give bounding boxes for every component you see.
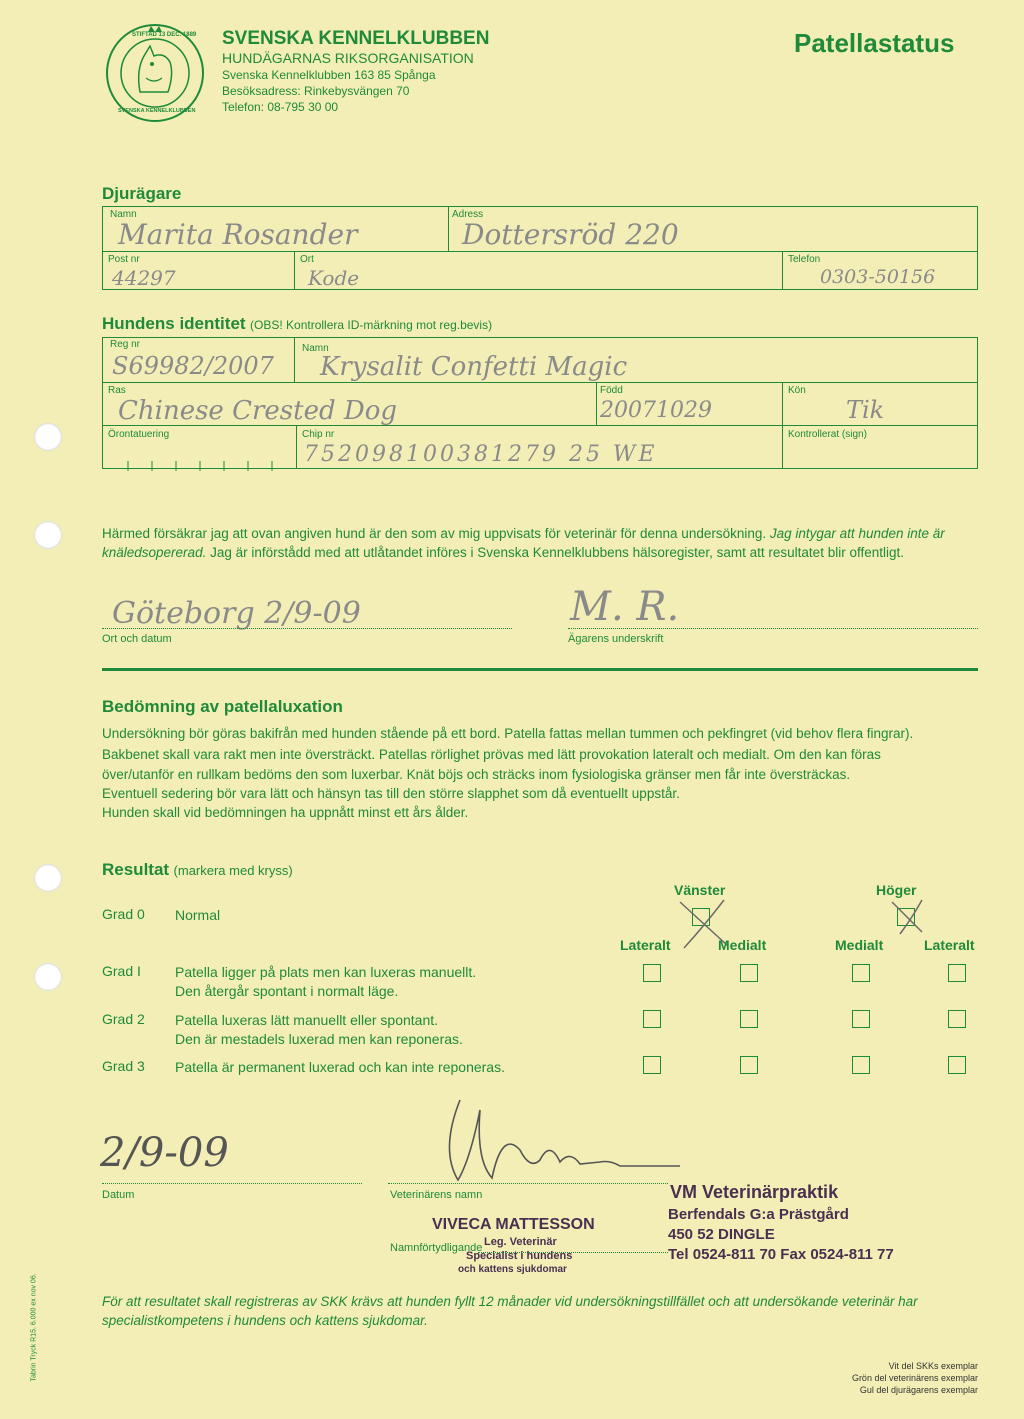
assessment-line: Bakbenet skall vara rakt men inte översträckt. Patellas rörlighet prövas med lätt provokation lateralt och medialt. Om den kan föras [102, 747, 881, 762]
col-medialt-left: Medialt [718, 937, 767, 953]
result-header [102, 860, 293, 880]
owner-section-title: Djurägare [102, 184, 182, 203]
owner-postnr-label: Post nr [108, 254, 140, 265]
org-subtitle: HUNDÄGARNAS RIKSORGANISATION [222, 50, 474, 66]
dog-checked-label: Kontrollerat (sign) [788, 429, 867, 440]
owner-address-value: Dottersröd 220 [462, 218, 679, 251]
logo-text-bottom: SVENSKA KENNELKLUBBEN [118, 108, 196, 114]
stamp-title: Leg. Veterinär [484, 1236, 557, 1248]
owner-signature-value: M. R. [570, 584, 680, 630]
grade-text: Patella är permanent luxerad och kan inte reponeras. [175, 1059, 505, 1075]
grade1-right-lateral-checkbox[interactable] [948, 964, 966, 982]
grade1-left-medial-checkbox[interactable] [740, 964, 758, 982]
grade2-right-lateral-checkbox[interactable] [948, 1010, 966, 1028]
dog-breed-label: Ras [108, 385, 126, 396]
dog-ear-label: Örontatuering [108, 429, 170, 440]
result-note: (markera med kryss) [173, 863, 293, 878]
assessment-line: över/utanför en rullkam bedöms den som luxerbar. Knät böjs och sträcks inom fysiologiska gränser men får inte översträckas. [102, 767, 851, 782]
assessment-line: Eventuell sedering bör vara lätt och hänsyn tas till den större slapphet som då eventuellt uppstår. [102, 786, 680, 801]
dog-section-header [102, 314, 492, 334]
skk-logo [104, 22, 206, 124]
grade2-right-medial-checkbox[interactable] [852, 1010, 870, 1028]
section-divider [102, 668, 978, 671]
assessment-title: Bedömning av patellaluxation [102, 697, 343, 716]
owner-postnr-value: 44297 [112, 266, 176, 290]
grade3-left-medial-checkbox[interactable] [740, 1056, 758, 1074]
owner-signature-label: Ägarens underskrift [568, 633, 664, 645]
dog-name-value: Krysalit Confetti Magic [320, 352, 628, 382]
grade3-right-lateral-checkbox[interactable] [948, 1056, 966, 1074]
org-visit-address: Besöksadress: Rinkebysvängen 70 [222, 84, 410, 98]
date-value: 2/9-09 [100, 1130, 229, 1176]
grade-text: Patella ligger på plats men kan luxeras manuellt. [175, 964, 477, 980]
owner-name-label: Namn [110, 209, 137, 220]
grade-label: Grad 0 [102, 906, 145, 922]
grade-text: Den är mestadels luxerad men kan reponeras. [175, 1031, 463, 1047]
dog-sex-label: Kön [788, 385, 806, 396]
grade-label: Grad 2 [102, 1011, 145, 1027]
copy-white: Vit del SKKs exemplar [888, 1361, 978, 1371]
grade2-left-medial-checkbox[interactable] [740, 1010, 758, 1028]
dog-regnr-value: S69982/2007 [112, 352, 274, 380]
vet-name-label: Veterinärens namn [390, 1189, 483, 1201]
clinic-name: VM Veterinärpraktik [670, 1182, 839, 1202]
punch-hole [34, 521, 62, 549]
stamp-name: VIVECA MATTESSON [432, 1216, 595, 1233]
clinic-address: Berfendals G:a Prästgård [668, 1206, 849, 1223]
org-address: Svenska Kennelklubben 163 85 Spånga [222, 68, 436, 82]
copy-yellow: Gul del djurägarens exemplar [859, 1385, 978, 1395]
punch-hole [34, 423, 62, 451]
dog-born-label: Född [600, 385, 623, 396]
copy-green: Grön del veterinärens exemplar [851, 1373, 978, 1383]
punch-hole [34, 864, 62, 892]
clarification-label: Namnförtydligande [390, 1242, 483, 1254]
owner-name-value: Marita Rosander [118, 218, 358, 251]
owner-address-label: Adress [452, 209, 484, 220]
owner-ort-value: Kode [308, 266, 360, 290]
grade3-left-lateral-checkbox[interactable] [643, 1056, 661, 1074]
copy-distribution [810, 1360, 978, 1396]
owner-phone-label: Telefon [788, 254, 821, 265]
declaration-text-2: Jag är införstådd med att utlåtandet införes i Svenska Kennelklubbens hälsoregister, samt att resultatet blir offentligt. [210, 545, 904, 560]
grade-label: Grad I [102, 963, 141, 979]
vet-signature-icon [430, 1090, 690, 1195]
dog-sex-value: Tik [846, 396, 885, 424]
dog-breed-value: Chinese Crested Dog [118, 396, 398, 426]
right-side-label: Höger [876, 882, 917, 898]
dog-chip-label: Chip nr [302, 429, 335, 440]
ear-tattoo-ticks [108, 458, 288, 468]
check-mark-icon [888, 898, 928, 943]
date-label: Datum [102, 1189, 135, 1201]
owner-ort-label: Ort [300, 254, 314, 265]
grade3-right-medial-checkbox[interactable] [852, 1056, 870, 1074]
grade-text: Normal [175, 907, 221, 923]
owner-phone-value: 0303-50156 [820, 266, 936, 288]
declaration-text-1: Härmed försäkrar jag att ovan angiven hund är den som av mig uppvisats för veterinär för denna undersökning. [102, 526, 767, 541]
dog-name-label: Namn [302, 343, 329, 354]
org-phone: Telefon: 08-795 30 00 [222, 100, 339, 114]
place-date-value: Göteborg 2/9-09 [112, 596, 361, 631]
grade-text: Patella luxeras lätt manuellt eller spontant. [175, 1012, 439, 1028]
stamp-spec: och kattens sjukdomar [458, 1264, 567, 1275]
left-side-label: Vänster [674, 882, 726, 898]
col-lateralt-left: Lateralt [620, 937, 671, 953]
logo-text-top: STIFTAD 13 DEC. 1889 [132, 32, 197, 38]
stamp-spec: Specialist i hundens [466, 1250, 573, 1262]
declaration-text-italic: Jag intygar att hunden inte är knäledsopererad. [102, 526, 945, 560]
footer-note: För att resultatet skall registreras av SKK krävs att hunden fyllt 12 månader vid undersökningstillfället och att undersökande veterinär har specialistkompetens i hundens och kattens sjukdomar. [102, 1294, 918, 1328]
grade-label: Grad 3 [102, 1058, 145, 1074]
doc-title: Patellastatus [794, 28, 955, 58]
dog-section-title: Hundens identitet [102, 314, 246, 333]
dog-regnr-label: Reg nr [110, 339, 141, 350]
assessment-line: Hunden skall vid bedömningen ha uppnått minst ett års ålder. [102, 805, 469, 820]
declaration-text [102, 524, 982, 562]
dog-section-note: (OBS! Kontrollera ID-märkning mot reg.bevis) [250, 318, 493, 332]
org-name: SVENSKA KENNELKLUBBEN [222, 28, 490, 49]
col-medialt-right: Medialt [835, 937, 884, 953]
grade1-left-lateral-checkbox[interactable] [643, 964, 661, 982]
clinic-postal: 450 52 DINGLE [668, 1226, 775, 1243]
dog-chip-value: 752098100381279 25 WE [304, 442, 658, 467]
result-title: Resultat [102, 860, 170, 879]
place-date-label: Ort och datum [102, 633, 172, 645]
grade-text: Den återgår spontant i normalt läge. [175, 983, 399, 999]
clinic-phone: Tel 0524-811 70 Fax 0524-811 77 [668, 1246, 894, 1263]
grade1-right-medial-checkbox[interactable] [852, 964, 870, 982]
col-lateralt-right: Lateralt [924, 937, 975, 953]
punch-hole [34, 963, 62, 991]
grade2-left-lateral-checkbox[interactable] [643, 1010, 661, 1028]
print-info: Tabrin Tryck R15. 6.000 ex nov 06. [30, 1273, 38, 1382]
assessment-line: Undersökning bör göras bakifrån med hunden stående på ett bord. Patella fattas mellan tummen och pekfingret (vid behov flera fingrar). [102, 726, 914, 741]
dog-born-value: 20071029 [600, 398, 712, 423]
